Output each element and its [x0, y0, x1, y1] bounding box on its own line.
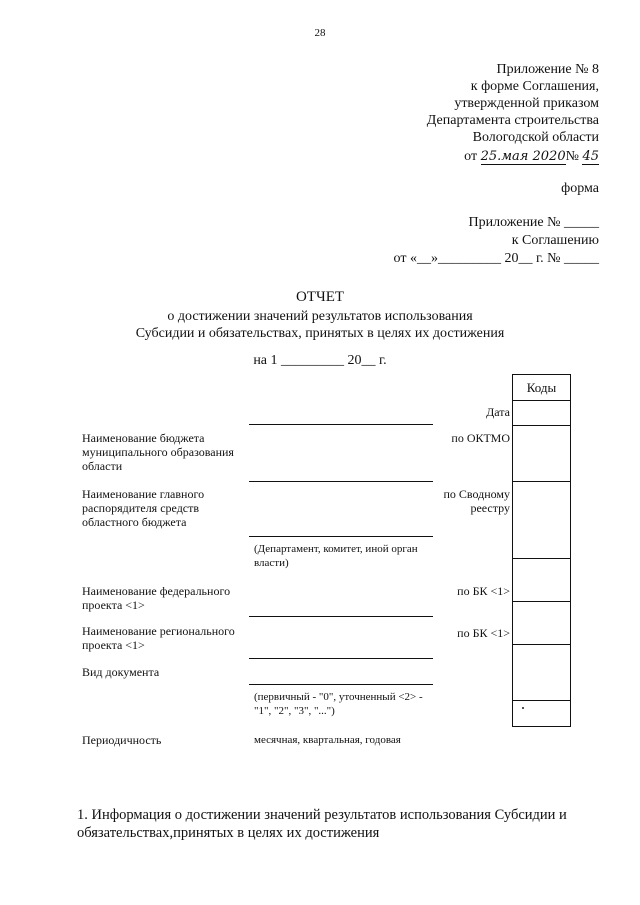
- agreement-line: Приложение № _____: [468, 215, 599, 230]
- report-title: ОТЧЕТ: [295, 289, 345, 305]
- report-on-date: на 1 _________ 20__ г.: [253, 353, 387, 368]
- appendix-header: [427, 61, 599, 165]
- code-cell-bk2: [513, 602, 570, 645]
- code-cell-date: [513, 401, 570, 426]
- blank-line: [249, 481, 433, 482]
- appendix-line: Приложение № 8: [496, 62, 599, 77]
- code-cell-registry: [513, 482, 570, 559]
- scan-dot: [522, 707, 524, 709]
- appendix-date-line: [427, 148, 599, 165]
- from-prefix: от: [464, 149, 478, 164]
- appendix-line: утвержденной приказом: [454, 96, 599, 111]
- label-bk-2: по БК <1>: [457, 626, 510, 640]
- label-registry: по Сводному реестру: [443, 487, 510, 515]
- appendix-line: Вологодской области: [472, 130, 599, 145]
- label-chief-admin: Наименование главного распорядителя средств областного бюджета: [82, 487, 205, 529]
- report-subtitle-1: о достижении значений результатов использования: [167, 309, 473, 324]
- periodicity-value: месячная, квартальная, годовая: [254, 734, 401, 746]
- label-budget-name: Наименование бюджета муниципального образования области: [82, 431, 234, 473]
- form-label: форма: [561, 181, 599, 196]
- label-bk-1: по БК <1>: [457, 584, 510, 598]
- blank-line: [249, 658, 433, 659]
- page-number: 28: [314, 27, 326, 39]
- handwritten-date: 25.мая 2020: [480, 149, 566, 164]
- code-cell-periodicity: [513, 701, 570, 727]
- department-note: (Департамент, комитет, иной орган власти): [254, 543, 418, 569]
- report-subtitle-2: Субсидии и обязательствах, принятых в целях их достижения: [135, 326, 505, 341]
- label-periodicity: Периодичность: [82, 733, 162, 747]
- label-doc-type: Вид документа: [82, 665, 160, 679]
- label-oktmo: по ОКТМО: [451, 431, 510, 445]
- number-prefix: №: [565, 149, 579, 164]
- codes-header: Коды: [513, 375, 570, 401]
- blank-line: [249, 616, 433, 617]
- handwritten-number: 45: [582, 149, 599, 164]
- code-cell-doc-type: [513, 645, 570, 701]
- blank-line: [249, 684, 433, 685]
- section-1-heading: 1. Информация о достижении значений результатов использования Субсидии и обязательствах,принятых в целях их достижения: [77, 807, 567, 841]
- code-cell-bk1: [513, 559, 570, 602]
- appendix-line: Департамента строительства: [426, 113, 599, 128]
- code-cell-oktmo: [513, 426, 570, 482]
- label-date: Дата: [486, 405, 510, 419]
- appendix-line: к форме Соглашения,: [470, 79, 599, 94]
- blank-line: [249, 424, 433, 425]
- blank-line: [249, 536, 433, 537]
- codes-column: [512, 374, 571, 727]
- agreement-line: от «__»_________ 20__ г. № _____: [393, 251, 599, 266]
- doc-type-note: (первичный - "0", уточненный <2> - "1", "2", "3", "..."): [254, 691, 423, 717]
- label-federal-project: Наименование федерального проекта <1>: [82, 584, 231, 612]
- agreement-block: [394, 214, 599, 268]
- label-regional-project: Наименование регионального проекта <1>: [82, 624, 235, 652]
- agreement-line: к Соглашению: [511, 233, 599, 248]
